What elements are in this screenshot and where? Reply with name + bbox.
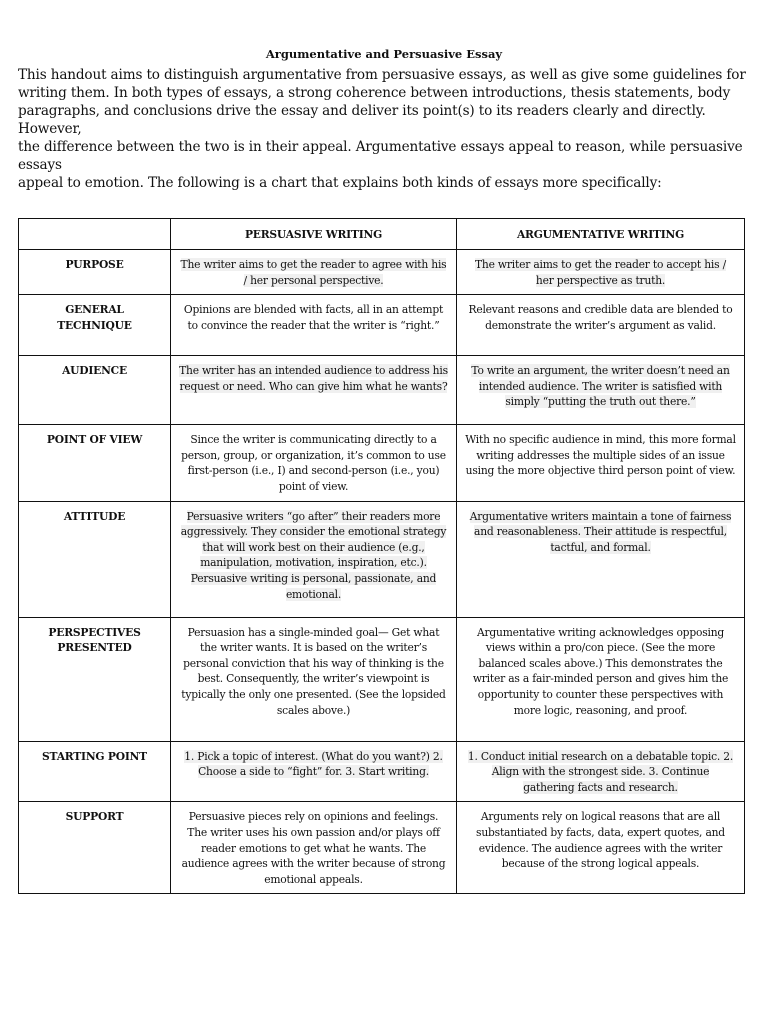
comparison-table	[18, 218, 745, 894]
table-header-row	[19, 219, 745, 250]
row-label: GENERAL TECHNIQUE	[19, 295, 171, 356]
cell-text: The writer aims to get the reader to accept his / her perspective as truth.	[474, 258, 727, 287]
row-label: AUDIENCE	[19, 356, 171, 425]
persuasive-cell	[171, 741, 457, 802]
argumentative-cell: With no specific audience in mind, this more formal writing addresses the multiple sides of an issue using the more objective third person point of view.	[457, 425, 745, 501]
cell-text: The writer aims to get the reader to agree with his / her personal perspective.	[180, 258, 447, 287]
table-row	[19, 295, 745, 356]
persuasive-cell: Persuasive pieces rely on opinions and feelings. The writer uses his own passion and/or plays off reader emotions to get what he wants. The audience agrees with the writer because of strong emotional appeals.	[171, 802, 457, 894]
cell-text: To write an argument, the writer doesn’t need an intended audience. The writer is satisfied with simply “putting the truth out there.”	[471, 364, 730, 409]
intro-paragraph	[18, 66, 753, 192]
argumentative-cell: Relevant reasons and credible data are blended to demonstrate the writer’s argument as valid.	[457, 295, 745, 356]
intro-line: the difference between the two is in their appeal. Argumentative essays appeal to reason, while persuasive essays	[18, 139, 743, 173]
table-row	[19, 617, 745, 741]
intro-line: appeal to emotion. The following is a chart that explains both kinds of essays more specifically:	[18, 175, 662, 191]
cell-text: Argumentative writers maintain a tone of fairness and reasonableness. Their attitude is respectful, tactful, and formal.	[469, 509, 732, 554]
intro-line: This handout aims to distinguish argumentative from persuasive essays, as well as give some guidelines for	[18, 67, 746, 83]
cell-text: 1. Pick a topic of interest. (What do you want?) 2. Choose a side to “fight” for. 3. Start writing.	[184, 749, 443, 779]
table-row	[19, 356, 745, 425]
document-title: Argumentative and Persuasive Essay	[265, 47, 503, 61]
cell-text: The writer has an intended audience to address his request or need. Who can give him what he wants?	[179, 364, 448, 393]
persuasive-cell: Opinions are blended with facts, all in an attempt to convince the reader that the writer is “right.”	[171, 295, 457, 356]
table-row	[19, 425, 745, 501]
persuasive-cell: Persuasion has a single-minded goal— Get what the writer wants. It is based on the writer’s personal conviction that his way of thinking is the best. Consequently, the writer’s viewpoint is typically the only one presented. (See the lopsided scales above.)	[171, 617, 457, 741]
table-row	[19, 501, 745, 617]
table-row	[19, 802, 745, 894]
argumentative-cell	[457, 741, 745, 802]
cell-text: Persuasive writers “go after” their readers more aggressively. They consider the emotional strategy that will work best on their audience (e.g., manipulation, motivation, inspiration, etc.). Persuasive writing is personal, passionate, and emotional.	[180, 509, 447, 601]
header-persuasive: PERSUASIVE WRITING	[171, 219, 457, 250]
cell-text: 1. Conduct initial research on a debatable topic. 2. Align with the strongest side. 3. Continue gathering facts and research.	[467, 749, 734, 794]
argumentative-cell: Arguments rely on logical reasons that are all substantiated by facts, data, expert quotes, and evidence. The audience agrees with the writer because of the strong logical appeals.	[457, 802, 745, 894]
argumentative-cell	[457, 250, 745, 295]
row-label: SUPPORT	[19, 802, 171, 894]
header-argumentative: ARGUMENTATIVE WRITING	[457, 219, 745, 250]
argumentative-cell	[457, 356, 745, 425]
row-label: PERSPECTIVES PRESENTED	[19, 617, 171, 741]
intro-line: paragraphs, and conclusions drive the essay and deliver its point(s) to its readers clearly and directly. However,	[18, 103, 706, 137]
persuasive-cell	[171, 356, 457, 425]
intro-line: writing them. In both types of essays, a strong coherence between introductions, thesis statements, body	[18, 85, 731, 101]
row-label: ATTITUDE	[19, 501, 171, 617]
persuasive-cell	[171, 501, 457, 617]
row-label: PURPOSE	[19, 250, 171, 295]
argumentative-cell: Argumentative writing acknowledges opposing views within a pro/con piece. (See the more balanced scales above.) This demonstrates the writer as a fair-minded person and gives him the opportunity to counter these perspectives with more logic, reasoning, and proof.	[457, 617, 745, 741]
argumentative-cell	[457, 501, 745, 617]
table-row	[19, 250, 745, 295]
row-label: POINT OF VIEW	[19, 425, 171, 501]
header-corner-cell	[19, 219, 171, 250]
persuasive-cell	[171, 250, 457, 295]
table-row	[19, 741, 745, 802]
row-label: STARTING POINT	[19, 741, 171, 802]
persuasive-cell: Since the writer is communicating directly to a person, group, or organization, it’s common to use first-person (i.e., I) and second-person (i.e., you) point of view.	[171, 425, 457, 501]
